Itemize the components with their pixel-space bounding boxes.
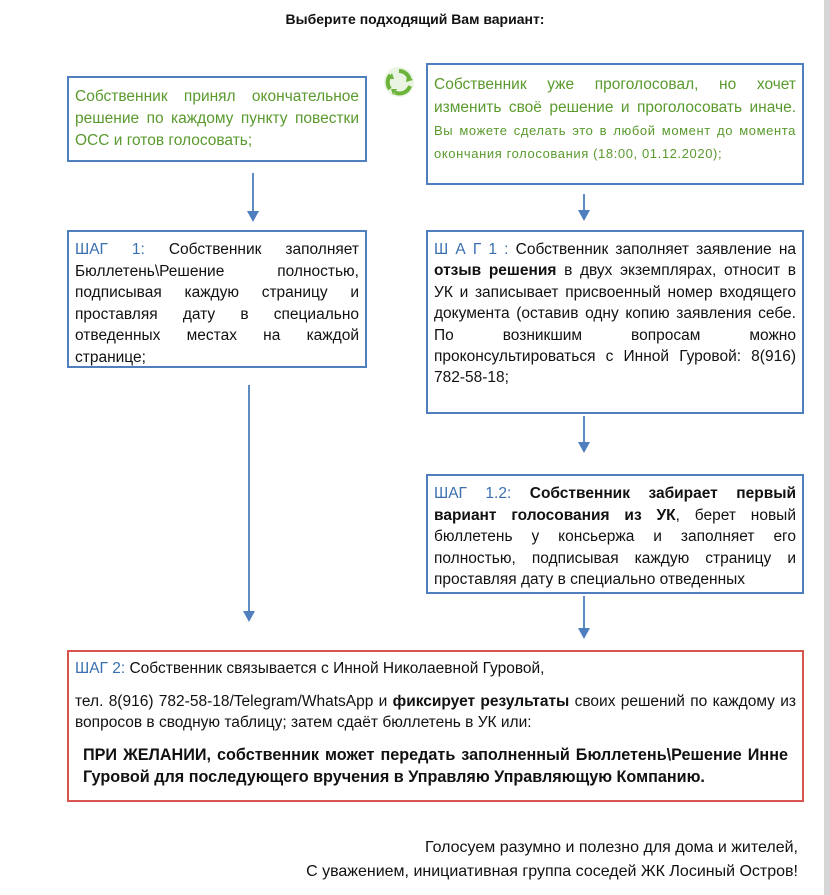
recycle-icon — [383, 66, 415, 98]
arrow-left-to-step1 — [245, 173, 261, 223]
step2-label: ШАГ 2: — [75, 660, 126, 677]
right-step1-body-b: в двух экземплярах, относит в УК и записывает присвоенный номер входящего документа (оставив одну копию заявления себе. По возникшим вопросам можно проконсультироваться с Инной Гуровой: 8(916) 782-58-18; — [434, 262, 796, 387]
right-step1-bold: отзыв решения — [434, 262, 557, 280]
footer-line2: С уважением, инициативная группа соседей ЖК Лосиный Остров! — [306, 863, 798, 880]
left-step1-body: Собственник заполняет Бюллетень\Решение полностью, подписывая каждую страницу и проставляя дату в специально отведенных местах на каждой странице; — [75, 241, 360, 366]
right-step12-text — [434, 483, 796, 591]
step2-phone-text: тел. 8(916) 782-58-18/Telegram/WhatsApp и — [75, 693, 388, 710]
step2-box — [67, 650, 804, 802]
page-edge-shadow — [824, 0, 830, 895]
right-step12-label: ШАГ 1.2: — [434, 485, 512, 502]
left-option-text: Собственник принял окончательное решение по каждому пункту повестки ОСС и готов голосовать; — [75, 88, 359, 149]
right-option-text — [434, 73, 796, 165]
step2-contact — [75, 691, 796, 733]
step2-bold: фиксирует результаты — [392, 693, 570, 710]
footer — [306, 836, 798, 884]
right-step12-box — [426, 474, 804, 594]
page-title: Выберите подходящий Вам вариант: — [285, 11, 545, 27]
right-step1-label: Ш А Г 1 : — [434, 241, 509, 258]
arrow-right-to-step12 — [576, 416, 592, 454]
right-step1-text — [434, 239, 796, 389]
right-step1-box — [426, 230, 804, 414]
step2-line1 — [75, 659, 796, 679]
right-step12-bold: Собственник забирает первый вариант голосования из УК — [434, 485, 796, 524]
left-step1-box — [67, 230, 367, 368]
left-step1-label: ШАГ 1: — [75, 241, 145, 258]
arrow-right-to-step1 — [576, 194, 592, 222]
footer-line1: Голосуем разумно и полезно для дома и жителей, — [425, 839, 798, 856]
arrow-right-to-step2 — [576, 596, 592, 640]
right-option-text-main: Собственник уже проголосовал, но хочет изменить своё решение и проголосовать иначе. — [434, 76, 796, 116]
step2-line1-text: Собственник связывается с Инной Николаевной Гуровой, — [129, 660, 545, 677]
right-option-box — [426, 63, 804, 185]
step2-rest: своих решений по каждому из вопросов в сводную таблицу; затем сдаёт бюллетень в УК или: — [75, 693, 796, 731]
arrow-left-to-step2 — [241, 385, 257, 623]
right-step1-body-a: Собственник заполняет заявление на — [515, 241, 796, 258]
right-option-text-note: Вы можете сделать это в любой момент до момента окончания голосования (18:00, 01.12.2020); — [434, 123, 796, 161]
right-step12-body: , берет новый бюллетень у консьержа и заполняет его полностью, подписывая каждую страницу и проставляя дату в специально отведенных — [434, 506, 796, 589]
left-option-box — [67, 76, 367, 162]
step2-emphasis: ПРИ ЖЕЛАНИИ, собственник может передать заполненный Бюллетень\Решение Инне Гуровой для последующего вручения в Управляю Управляющую Компанию. — [83, 746, 788, 786]
left-step1-text — [75, 239, 359, 369]
